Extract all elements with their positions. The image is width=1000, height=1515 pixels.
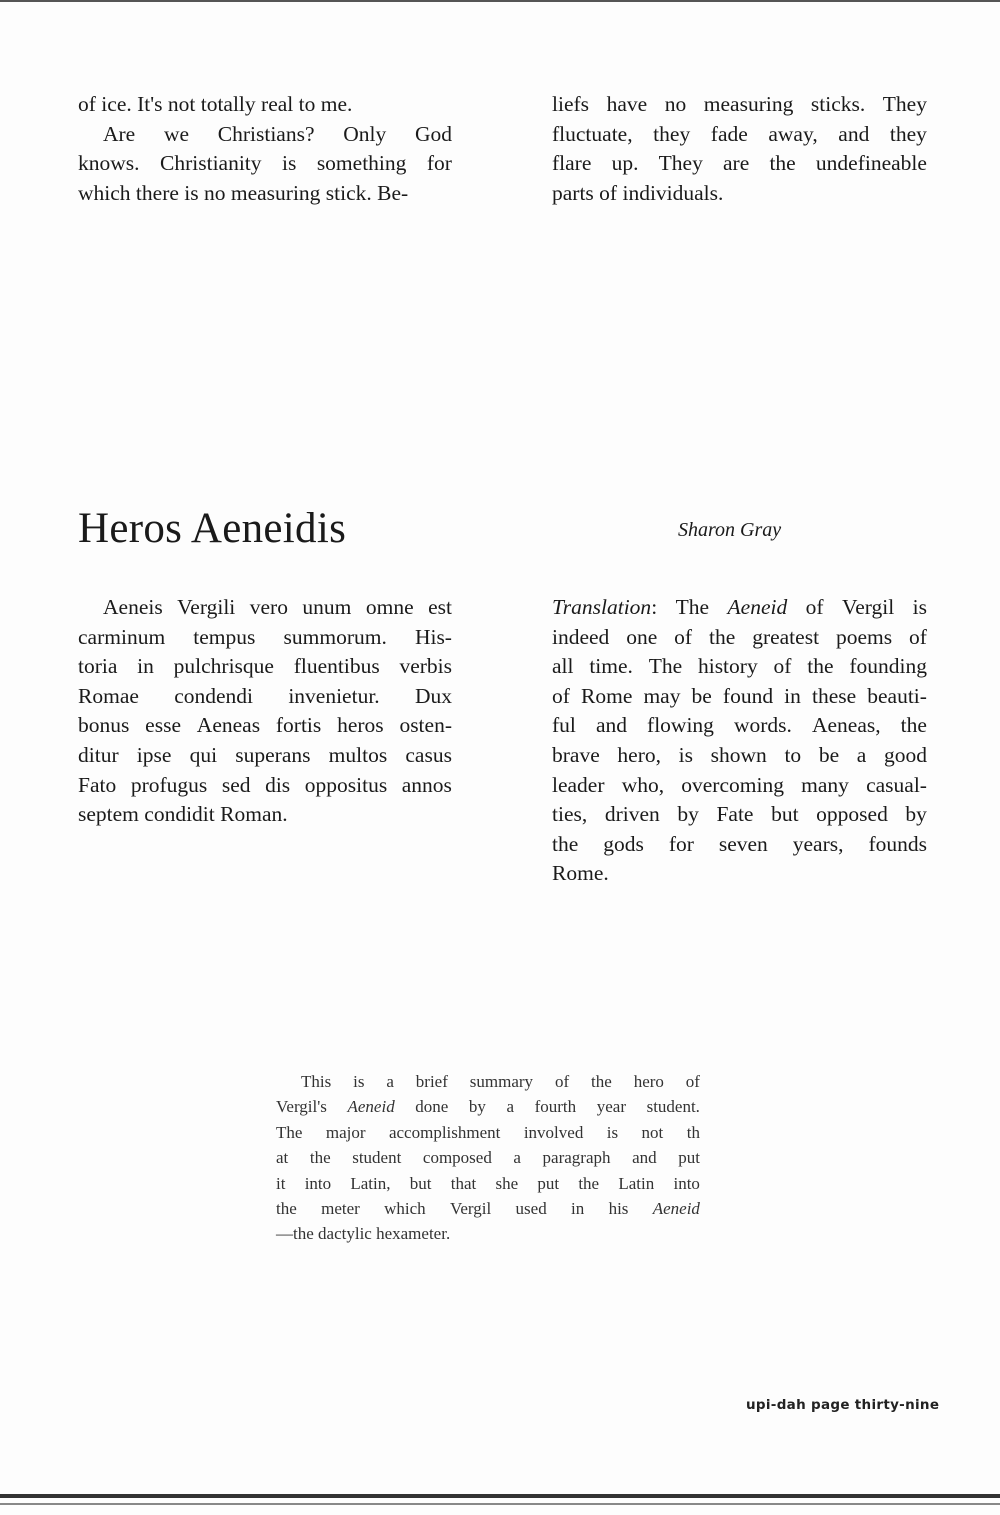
word: th <box>686 1122 700 1142</box>
word: of <box>599 180 618 205</box>
word: sed <box>221 772 251 797</box>
word: heros <box>337 713 384 738</box>
word: and <box>838 121 870 146</box>
word <box>728 593 788 623</box>
word: hero, <box>617 742 661 767</box>
text-line <box>78 120 452 150</box>
text-line <box>552 741 927 771</box>
word: shown <box>710 742 767 767</box>
word: —the <box>276 1224 314 1244</box>
word: of <box>685 1072 700 1091</box>
word: not <box>167 92 196 116</box>
word: They <box>658 151 703 176</box>
word: est <box>428 595 452 619</box>
word: Translation: <box>552 595 658 619</box>
word: God <box>414 121 452 146</box>
word: oppositus <box>304 772 388 797</box>
word: founds <box>868 831 927 856</box>
word: fluentibus <box>293 654 380 679</box>
word: of <box>674 624 693 649</box>
text-line <box>552 149 927 179</box>
word: which <box>384 1198 426 1218</box>
word: is <box>353 1072 365 1091</box>
italic-text: Translation <box>552 595 652 619</box>
word: stick. <box>325 180 372 205</box>
word: Dux <box>414 683 452 708</box>
word: pulchrisque <box>173 654 274 679</box>
italic-text: Aeneid <box>652 1198 700 1218</box>
article-author: Sharon Gray <box>678 519 782 541</box>
word: the <box>591 1072 612 1091</box>
word: for <box>668 831 694 856</box>
word: Vergil <box>842 595 895 619</box>
word: the <box>578 1173 600 1193</box>
word: who, <box>621 772 665 797</box>
word: flowing <box>647 713 714 738</box>
word: of <box>78 92 96 116</box>
word: up. <box>611 151 639 176</box>
text-line <box>78 682 452 712</box>
text-line <box>552 711 927 741</box>
word: no <box>664 92 687 116</box>
word: Latin <box>618 1173 655 1193</box>
word: of <box>773 654 792 679</box>
top-right-column-continuation <box>552 90 927 208</box>
word: be <box>691 683 712 708</box>
word <box>653 1196 700 1221</box>
word: a <box>513 1148 521 1168</box>
word: put <box>537 1173 560 1193</box>
word: ful <box>552 713 576 738</box>
word: good <box>884 742 927 767</box>
word: by <box>905 802 927 827</box>
word: no <box>203 180 226 205</box>
word: leader <box>552 772 605 797</box>
word: indeed <box>552 624 610 649</box>
word: condendi <box>174 683 254 708</box>
word: it <box>276 1173 286 1193</box>
word: gods <box>603 831 644 856</box>
word: of <box>805 595 824 619</box>
word: brave <box>552 742 600 767</box>
word: is <box>282 151 297 176</box>
word: by <box>677 802 699 827</box>
text-line <box>78 149 452 179</box>
word: the <box>769 151 796 176</box>
text-line <box>552 800 927 830</box>
word: omne <box>365 595 414 619</box>
word: accomplishment <box>388 1122 501 1142</box>
word: flare <box>552 151 592 176</box>
text-line <box>552 179 927 209</box>
word: They <box>882 92 927 116</box>
word: all <box>552 654 574 679</box>
word: by <box>468 1097 486 1117</box>
text-line <box>78 90 452 120</box>
scan-bottom-edge <box>0 1494 1000 1498</box>
text-line <box>552 623 927 653</box>
text-line <box>552 90 927 120</box>
word: not <box>641 1122 664 1142</box>
word: driven <box>604 802 660 827</box>
text-line <box>276 1120 700 1145</box>
word: dis <box>265 772 291 797</box>
word: in <box>137 654 154 679</box>
word: many <box>801 772 849 797</box>
word: into <box>304 1173 332 1193</box>
word: The <box>276 1122 303 1142</box>
word: at <box>276 1148 289 1168</box>
word: the <box>807 654 834 679</box>
text-line <box>552 652 927 682</box>
word: septem <box>78 802 139 827</box>
word: ice. <box>101 92 132 116</box>
word: major <box>325 1122 366 1142</box>
word: Vergili <box>177 595 236 619</box>
word: a <box>386 1072 394 1091</box>
word: we <box>163 121 190 146</box>
text-line <box>552 771 927 801</box>
word: away, <box>768 121 818 146</box>
word: individuals. <box>622 180 724 205</box>
word: greatest <box>752 624 820 649</box>
word: summorum. <box>283 624 387 649</box>
italic-text: Aeneid <box>727 595 788 619</box>
word: Fate <box>716 802 754 827</box>
word: overcoming <box>681 772 784 797</box>
word: profugus <box>130 772 208 797</box>
word: a <box>506 1097 515 1117</box>
word: Rome <box>581 683 633 708</box>
word: the <box>309 1148 331 1168</box>
word: condidit <box>144 802 215 827</box>
word: carminum <box>78 624 166 649</box>
word: involved <box>523 1122 584 1142</box>
word: fourth <box>534 1097 577 1117</box>
word: student <box>352 1148 402 1168</box>
word: student. <box>646 1097 700 1117</box>
text-line <box>552 859 927 889</box>
word: undefineable <box>815 151 927 176</box>
word: brief <box>415 1072 448 1091</box>
text-line <box>552 682 927 712</box>
word: but <box>409 1173 432 1193</box>
word: is <box>184 180 199 205</box>
word: may <box>643 683 681 708</box>
word: Fato <box>78 772 117 797</box>
word: sticks. <box>810 92 866 116</box>
word: real <box>261 92 294 116</box>
word: his <box>608 1198 629 1218</box>
word: there <box>135 180 179 205</box>
word: time. <box>589 654 633 679</box>
text-line <box>552 593 927 623</box>
word: me. <box>320 92 353 116</box>
word: hero <box>633 1072 664 1091</box>
text-line <box>276 1145 700 1170</box>
word: year <box>596 1097 626 1117</box>
word: vero <box>249 595 288 619</box>
word: liefs <box>552 92 590 116</box>
word: poems <box>835 624 893 649</box>
word: Only <box>343 121 387 146</box>
word: unum <box>302 595 352 619</box>
text-line <box>276 1221 700 1246</box>
word: founding <box>849 654 927 679</box>
text-line <box>78 593 452 623</box>
text-line <box>78 652 452 682</box>
word: these <box>811 683 857 708</box>
word: Aeneas <box>196 713 261 738</box>
text-line <box>78 800 452 830</box>
text-line <box>78 711 452 741</box>
word: words. <box>733 713 792 738</box>
word: years, <box>792 831 844 856</box>
editor-note <box>276 1069 700 1247</box>
word: put <box>678 1148 700 1168</box>
word: is <box>912 595 927 619</box>
word: qui <box>189 742 218 767</box>
word: to <box>784 742 802 767</box>
word: have <box>606 92 648 116</box>
word: invenietur. <box>288 683 380 708</box>
text-line <box>552 120 927 150</box>
word: fade <box>710 121 748 146</box>
word: the <box>900 713 927 738</box>
word: she <box>495 1173 519 1193</box>
word: be <box>818 742 840 767</box>
word: composed <box>422 1148 492 1168</box>
word: in <box>784 683 801 708</box>
word: of <box>554 1072 570 1091</box>
word: casus <box>405 742 452 767</box>
word: toria <box>78 654 118 679</box>
word: The <box>675 595 710 619</box>
word: multos <box>328 742 388 767</box>
word: paragraph <box>542 1148 611 1168</box>
word: tempus <box>193 624 256 649</box>
word: beauti- <box>867 683 927 708</box>
word: Romae <box>78 683 139 708</box>
word: history <box>697 654 758 679</box>
word: found <box>722 683 774 708</box>
word: and <box>632 1148 657 1168</box>
text-line <box>78 771 452 801</box>
text-line <box>78 623 452 653</box>
word: bonus <box>78 713 130 738</box>
word: Aeneis <box>103 595 163 619</box>
word: Latin, <box>350 1173 391 1193</box>
latin-text-column <box>78 593 452 830</box>
text-line <box>552 830 927 860</box>
word: Rome. <box>552 861 609 886</box>
word: fortis <box>275 713 322 738</box>
word: summary <box>469 1072 534 1091</box>
text-line <box>276 1171 700 1196</box>
text-line <box>78 179 452 209</box>
text-line <box>78 741 452 771</box>
word: totally <box>200 92 256 116</box>
word: used <box>515 1198 547 1218</box>
word: Christianity <box>160 151 262 176</box>
word: in <box>571 1198 585 1218</box>
top-left-column-continuation <box>78 90 452 208</box>
word: is <box>678 742 693 767</box>
word: fluctuate, <box>552 121 633 146</box>
word: verbis <box>399 654 452 679</box>
word: one <box>626 624 658 649</box>
text-line <box>276 1196 700 1221</box>
word: The <box>648 654 683 679</box>
word: done <box>415 1097 449 1117</box>
word: Are <box>103 121 136 146</box>
word: that <box>450 1173 477 1193</box>
page-footer: upi-dah page thirty-nine <box>746 1397 940 1413</box>
word: which <box>78 180 131 205</box>
word: are <box>723 151 750 176</box>
word: to <box>298 92 316 116</box>
word: ipse <box>136 742 172 767</box>
word: a <box>856 742 867 767</box>
word: hexameter. <box>376 1224 451 1244</box>
word: the <box>709 624 736 649</box>
text-line <box>276 1069 700 1094</box>
translation-column <box>552 593 927 889</box>
word: opposed <box>816 802 888 827</box>
word: ties, <box>552 802 588 827</box>
word: esse <box>145 713 181 738</box>
word: meter <box>321 1198 360 1218</box>
word: knows. <box>78 151 140 176</box>
article-title: Heros Aeneidis <box>78 505 347 552</box>
word: measuring <box>703 92 794 116</box>
word: of <box>909 624 927 649</box>
word: casual- <box>866 772 927 797</box>
word <box>348 1094 395 1119</box>
word: parts <box>552 180 594 205</box>
word: This <box>301 1072 332 1091</box>
word: superans <box>235 742 311 767</box>
word: dactylic <box>318 1224 372 1244</box>
word: and <box>595 713 627 738</box>
word: into <box>673 1173 700 1193</box>
word: Aeneas, <box>811 713 881 738</box>
scan-bottom-edge-shadow <box>0 1503 1000 1505</box>
word: they <box>653 121 691 146</box>
word: Vergil <box>449 1198 492 1218</box>
word: osten- <box>399 713 452 738</box>
word: His- <box>414 624 452 649</box>
word: the <box>552 831 579 856</box>
word: for <box>426 151 452 176</box>
word: ditur <box>78 742 119 767</box>
word: something <box>316 151 407 176</box>
scan-top-edge <box>0 0 1000 2</box>
word: the <box>276 1198 297 1218</box>
italic-text: Aeneid <box>347 1097 395 1117</box>
word: measuring <box>230 180 321 205</box>
word: It's <box>137 92 163 116</box>
word: is <box>606 1122 619 1142</box>
word: annos <box>401 772 452 797</box>
word: but <box>771 802 799 827</box>
word: Christians? <box>217 121 315 146</box>
word: Roman. <box>220 802 288 827</box>
word: they <box>889 121 927 146</box>
text-line <box>276 1094 700 1119</box>
word: Be- <box>377 180 409 205</box>
word: of <box>552 683 570 708</box>
word: Vergil's <box>276 1097 327 1117</box>
word: seven <box>718 831 768 856</box>
